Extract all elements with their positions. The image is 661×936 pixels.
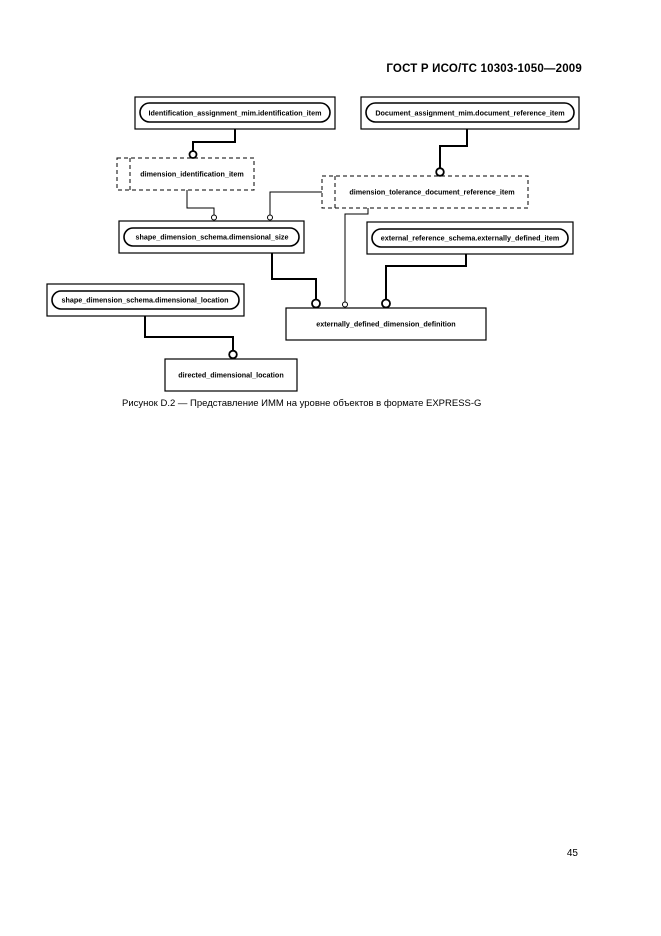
edge-end-size-to-definition	[312, 300, 320, 308]
page-number: 45	[566, 848, 578, 859]
edge-end-dtdr-to-definition	[343, 302, 348, 307]
label-dimensional-location: shape_dimension_schema.dimensional_location	[61, 295, 229, 305]
label-dimensional-size: shape_dimension_schema.dimensional_size	[135, 232, 289, 242]
edge-end-document-reference-item	[436, 168, 444, 176]
label-identification-item: Identification_assignment_mim.identification_item	[148, 108, 322, 118]
label-externally-defined-dimension-definition: externally_defined_dimension_definition	[316, 319, 456, 329]
edge-end-dtdr-to-size	[268, 215, 273, 220]
edge-dtdr-to-definition	[345, 208, 368, 302]
edge-document-reference-item	[440, 129, 467, 168]
edge-end-dim-id-to-size	[212, 215, 217, 220]
label-directed-dimensional-location: directed_dimensional_location	[178, 370, 284, 380]
document-header: ГОСТ Р ИСО/ТС 10303-1050—2009	[386, 63, 582, 75]
edge-size-to-definition	[272, 253, 316, 299]
label-dimension-tolerance-document-reference-item: dimension_tolerance_document_reference_item	[349, 187, 515, 197]
label-dimension-identification-item: dimension_identification_item	[140, 169, 244, 179]
edge-end-identification-item	[190, 151, 197, 158]
edge-location-to-directed	[145, 316, 233, 351]
edge-dim-id-to-size	[187, 190, 214, 215]
label-document-reference-item: Document_assignment_mim.document_reference_item	[375, 108, 565, 118]
label-externally-defined-item: external_reference_schema.externally_defined_item	[380, 233, 560, 243]
edge-end-location-to-directed	[229, 351, 237, 359]
edge-dtdr-to-size	[270, 192, 322, 215]
figure-caption: Рисунок D.2 — Представление ИММ на уровне объектов в формате EXPRESS-G	[122, 398, 482, 409]
edge-end-external-to-definition	[382, 300, 390, 308]
edge-external-to-definition	[386, 254, 466, 299]
edge-identification-item	[193, 129, 235, 151]
